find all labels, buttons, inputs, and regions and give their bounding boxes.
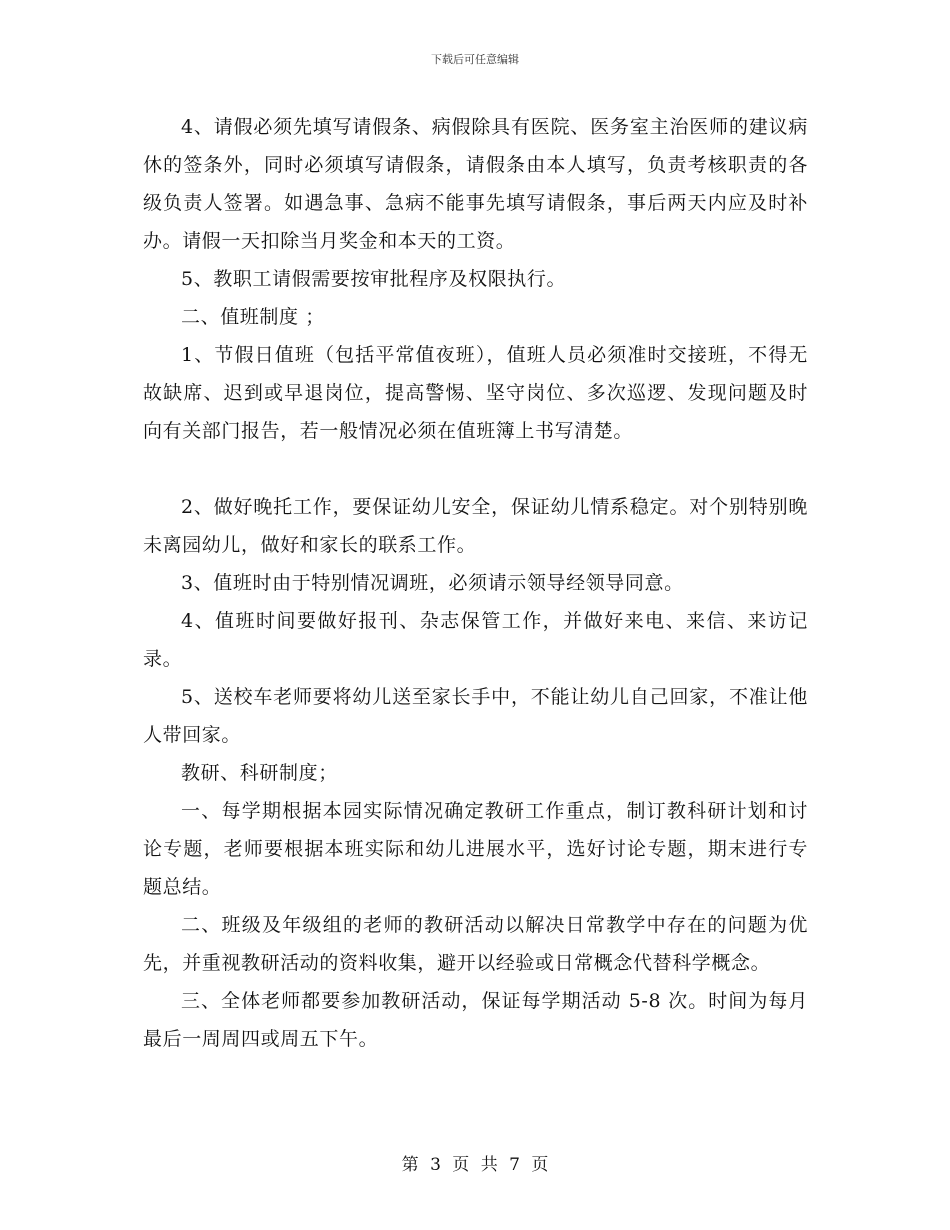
paragraph-leave-approval: 5、教职工请假需要按审批程序及权限执行。 bbox=[181, 268, 567, 290]
paragraph-evening-care: 2、做好晚托工作，要保证幼儿安全，保证幼儿情系稳定。对个别特别晚未离园幼儿，做好和家长的联系工作。 bbox=[143, 496, 808, 556]
section-heading-duty: 二、值班制度 ； bbox=[181, 306, 325, 328]
paragraph-holiday-duty: 1、节假日值班（包括平常值夜班），值班人员必须准时交接班，不得无故缺席、迟到或早退岗位，提高警惕、坚守岗位、多次巡逻、发现问题及时向有关部门报告，若一般情况必须在值班簿上书写清楚。 bbox=[143, 344, 808, 442]
paragraph-school-bus: 5、送校车老师要将幼儿送至家长手中，不能让幼儿自己回家，不准让他人带回家。 bbox=[143, 686, 808, 746]
paragraph-research-schedule: 三、全体老师都要参加教研活动，保证每学期活动 5-8 次。时间为每月最后一周周四或周五下午。 bbox=[143, 990, 808, 1050]
document-body bbox=[143, 108, 808, 1058]
paragraph-duty-records: 4、值班时间要做好报刊、杂志保管工作，并做好来电、来信、来访记录。 bbox=[143, 610, 808, 670]
paragraph-leave-request: 4、请假必须先填写请假条、病假除具有医院、医务室主治医师的建议病休的签条外，同时必须填写请假条，请假条由本人填写，负责考核职责的各级负责人签署。如遇急事、急病不能事先填写请假条，事后两天内应及时补办。请假一天扣除当月奖金和本天的工资。 bbox=[143, 116, 808, 252]
page-header: 下载后可任意编辑 bbox=[431, 53, 519, 66]
paragraph-shift-swap: 3、值班时由于特别情况调班，必须请示领导经领导同意。 bbox=[181, 572, 684, 594]
paragraph-research-activities: 二、班级及年级组的老师的教研活动以解决日常教学中存在的问题为优先，并重视教研活动的资料收集，避开以经验或日常概念代替科学概念。 bbox=[143, 914, 808, 974]
page-number: 第 3 页 共 7 页 bbox=[401, 1155, 549, 1175]
section-heading-research: 教研、科研制度； bbox=[181, 762, 338, 784]
paragraph-research-plan: 一、每学期根据本园实际情况确定教研工作重点，制订教科研计划和讨论专题，老师要根据本班实际和幼儿进展水平，选好讨论专题，期末进行专题总结。 bbox=[143, 800, 808, 898]
blank-line bbox=[143, 450, 808, 488]
